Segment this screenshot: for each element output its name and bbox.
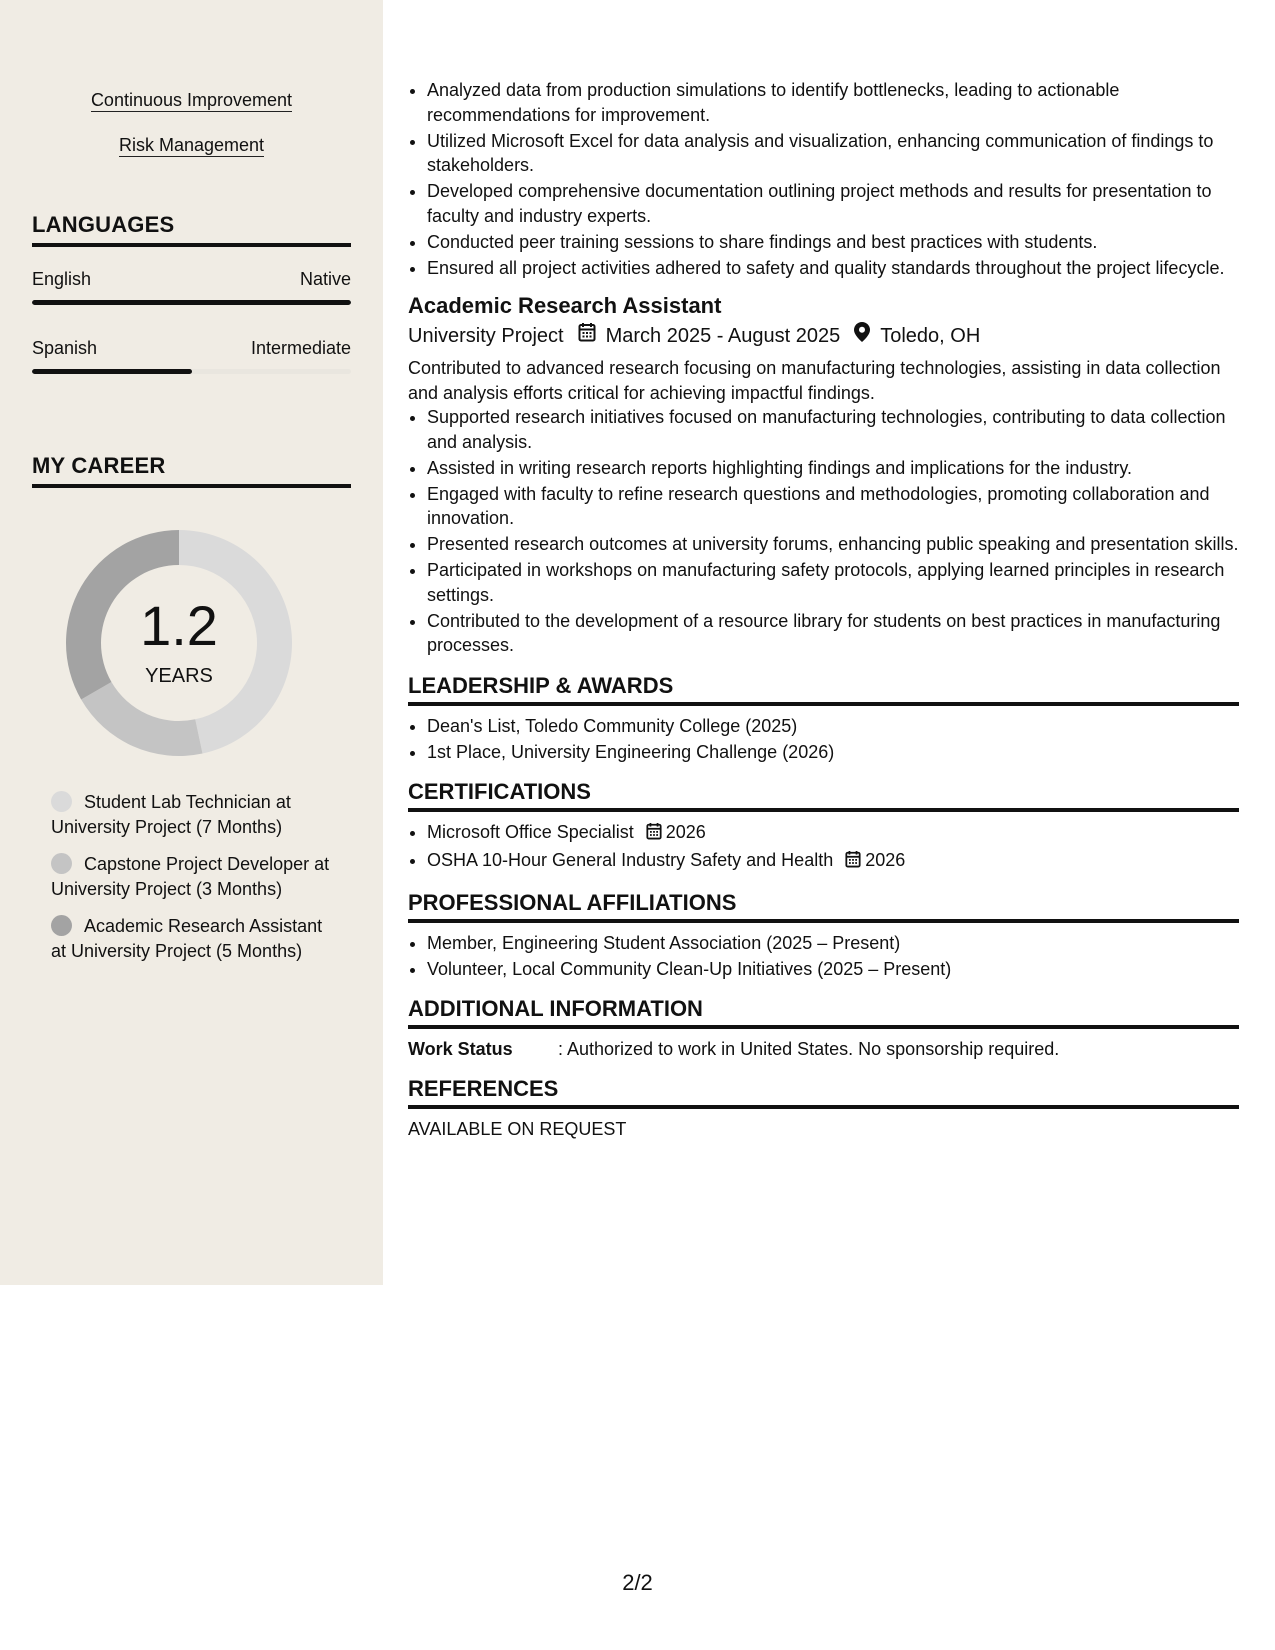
legend-dot — [51, 853, 72, 874]
list-item: • Dean's List, Toledo Community College (2025) — [427, 714, 1239, 739]
calendar-icon — [845, 850, 861, 875]
additional-info-heading: ADDITIONAL INFORMATION — [408, 995, 1239, 1029]
legend-dot — [51, 791, 72, 812]
list-item: • Conducted peer training sessions to share findings and best practices with students. — [427, 230, 1239, 255]
calendar-icon — [578, 322, 596, 350]
cert-name: OSHA 10-Hour General Industry Safety and Health — [427, 850, 834, 870]
language-row — [32, 337, 351, 359]
cert-name: Microsoft Office Specialist — [427, 822, 634, 842]
cert-year: 2026 — [665, 822, 706, 842]
job-title: Academic Research Assistant — [408, 293, 722, 318]
career-legend-item: Capstone Project Developer at University Project (3 Months) — [51, 854, 330, 899]
work-status-value: : Authorized to work in United States. No sponsorship required. — [558, 1039, 1060, 1059]
location-pin-icon — [854, 322, 870, 350]
work-status-row — [408, 1037, 1239, 1061]
language-row — [32, 268, 351, 290]
career-legend-item: Academic Research Assistant at University Project (5 Months) — [51, 916, 323, 961]
job-meta — [408, 322, 1239, 350]
job-description: Contributed to advanced research focusing on manufacturing technologies, assisting in data collection and analysis efforts critical for achieving impactful findings. — [408, 358, 1221, 403]
affiliations-heading: PROFESSIONAL AFFILIATIONS — [408, 889, 1239, 923]
leadership-list — [408, 714, 1239, 765]
career-total-years: 1.2 — [140, 594, 218, 657]
list-item: • Participated in workshops on manufacturing safety protocols, applying learned principles in research settings. — [427, 558, 1239, 607]
legend-dot — [51, 915, 72, 936]
list-item — [427, 820, 1239, 847]
calendar-icon — [646, 822, 662, 847]
list-item: • Developed comprehensive documentation outlining project methods and results for presentation to faculty and industry experts. — [427, 179, 1239, 228]
list-item: • Assisted in writing research reports highlighting findings and implications for the industry. — [427, 456, 1239, 481]
page-number: 2/2 — [622, 1570, 653, 1595]
language-level: Native — [299, 269, 351, 289]
affiliations-list — [408, 931, 1239, 982]
references-text: AVAILABLE ON REQUEST — [408, 1119, 627, 1139]
sidebar — [0, 0, 383, 1285]
list-item: • Member, Engineering Student Association (2025 – Present) — [427, 931, 1239, 956]
skill-item: Risk Management — [118, 135, 265, 155]
career-legend-item: Student Lab Technician at University Project (7 Months) — [51, 792, 291, 837]
list-item: • Volunteer, Local Community Clean-Up Initiatives (2025 – Present) — [427, 957, 1239, 982]
job-bullets — [408, 405, 1239, 658]
references-heading: REFERENCES — [408, 1075, 1239, 1109]
language-proficiency-fill — [32, 300, 351, 305]
list-item: • 1st Place, University Engineering Challenge (2026) — [427, 740, 1239, 765]
leadership-heading: LEADERSHIP & AWARDS — [408, 672, 1239, 706]
language-proficiency-bar — [32, 300, 351, 305]
job-dates: March 2025 - August 2025 — [605, 325, 841, 347]
job-location: Toledo, OH — [880, 325, 981, 347]
cert-year: 2026 — [865, 850, 906, 870]
list-item: • Presented research outcomes at university forums, enhancing public speaking and presentation skills. — [427, 532, 1239, 557]
skill-item: Continuous Improvement — [90, 90, 293, 110]
donut-segment — [81, 682, 202, 756]
certifications-heading: CERTIFICATIONS — [408, 778, 1239, 812]
certifications-list — [408, 820, 1239, 875]
list-item: • Supported research initiatives focused on manufacturing technologies, contributing to data collection and analysis. — [427, 405, 1239, 454]
career-heading: MY CAREER — [32, 453, 351, 488]
language-level: Intermediate — [250, 338, 351, 358]
work-status-label: Work Status — [408, 1039, 513, 1059]
list-item: • Ensured all project activities adhered to safety and quality standards throughout the project lifecycle. — [427, 256, 1239, 281]
list-item: • Analyzed data from production simulations to identify bottlenecks, leading to actionable recommendations for improvement. — [427, 78, 1239, 127]
language-proficiency-fill — [32, 369, 192, 374]
language-name: Spanish — [32, 338, 98, 358]
previous-job-bullets — [408, 78, 1239, 280]
list-item: • Engaged with faculty to refine research questions and methodologies, promoting collaboration and innovation. — [427, 482, 1239, 531]
language-name: English — [32, 269, 92, 289]
list-item: • Utilized Microsoft Excel for data analysis and visualization, enhancing communication of findings to stakeholders. — [427, 129, 1239, 178]
list-item: • Contributed to the development of a resource library for students on best practices in manufacturing processes. — [427, 609, 1239, 658]
languages-heading: LANGUAGES — [32, 212, 351, 247]
career-years-label: YEARS — [145, 665, 213, 687]
list-item — [427, 848, 1239, 875]
language-proficiency-bar — [32, 369, 351, 374]
main-content — [408, 78, 1239, 1141]
job-company: University Project — [408, 325, 564, 347]
